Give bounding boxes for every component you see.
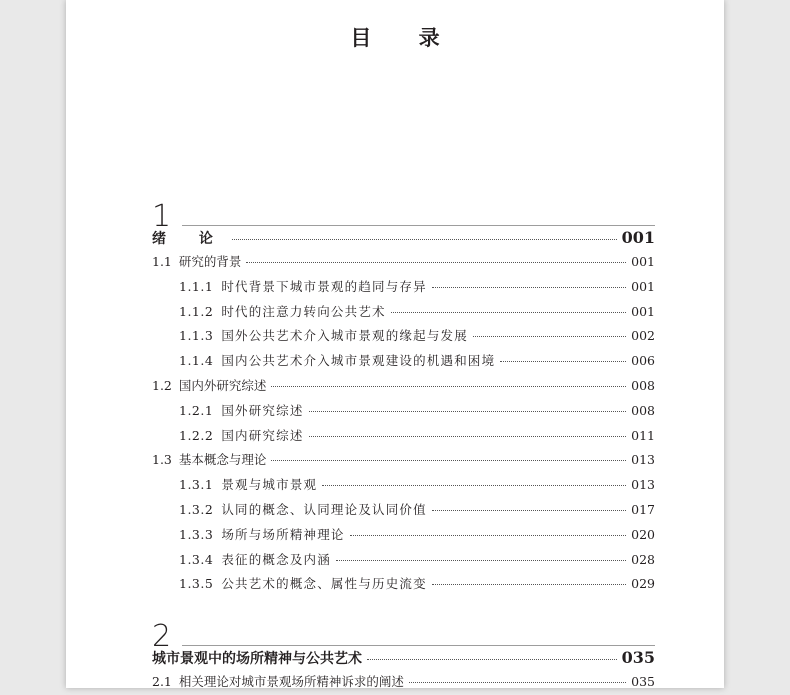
toc-entry[interactable] <box>152 572 655 597</box>
dot-leader <box>336 560 626 561</box>
entry-number: 1.2.2 <box>179 427 214 443</box>
chapter-header <box>152 190 655 234</box>
toc-entry[interactable] <box>152 448 655 473</box>
toc-entry[interactable] <box>152 548 655 573</box>
chapter-header <box>152 610 655 654</box>
entry-title: 研究的背景 <box>178 254 242 269</box>
entry-label <box>152 250 241 275</box>
entry-number: 1.1.2 <box>179 303 214 319</box>
page-number: 011 <box>631 427 655 443</box>
entry-label <box>179 399 304 424</box>
entry-label <box>152 374 266 399</box>
dot-leader <box>432 287 626 288</box>
entry-title: 基本概念与理论 <box>178 452 267 468</box>
toc-entry[interactable] <box>152 399 655 424</box>
document-page <box>66 0 724 688</box>
entry-label <box>179 572 427 597</box>
entry-number: 1.1.1 <box>179 278 214 294</box>
toc-entry[interactable] <box>152 300 655 325</box>
toc-entry[interactable] <box>152 374 655 399</box>
entry-number: 1.1.3 <box>179 328 214 344</box>
page-number: 020 <box>631 526 655 542</box>
entry-title: 国内外研究综述 <box>178 377 267 393</box>
page-number: 017 <box>631 501 655 517</box>
entry-title: 场所与场所精神理论 <box>221 526 345 542</box>
toc-entry[interactable] <box>152 523 655 548</box>
toc-entry[interactable] <box>152 250 655 275</box>
dot-leader <box>322 485 626 486</box>
entry-title: 国外公共艺术介入城市景观的缘起与发展 <box>221 328 468 344</box>
dot-leader <box>309 436 627 437</box>
dot-leader <box>367 659 617 660</box>
entry-number: 1.2.1 <box>179 402 214 418</box>
entry-label <box>152 670 404 695</box>
dot-leader <box>409 682 626 683</box>
entry-label <box>179 424 304 449</box>
toc-entry-chapter[interactable] <box>152 226 655 250</box>
entry-number: 1.3.2 <box>179 501 214 517</box>
dot-leader <box>350 535 627 536</box>
entry-title: 国内研究综述 <box>221 427 304 443</box>
entry-label <box>179 523 345 548</box>
entry-title: 时代的注意力转向公共艺术 <box>221 303 386 319</box>
entry-title: 景观与城市景观 <box>221 477 318 493</box>
toc-entry[interactable] <box>152 349 655 374</box>
dot-leader <box>271 460 626 461</box>
entry-label <box>179 548 331 573</box>
page-number: 013 <box>631 477 655 493</box>
page-number: 035 <box>621 648 655 667</box>
entry-number: 1.3 <box>152 452 172 468</box>
chapter-title: 绪 论 <box>152 231 227 247</box>
page-number: 001 <box>631 303 655 319</box>
dot-leader <box>500 361 626 362</box>
chapter-2 <box>152 610 655 695</box>
dot-leader <box>271 386 626 387</box>
page-number: 008 <box>631 402 655 418</box>
dot-leader <box>391 312 626 313</box>
entry-title: 国外研究综述 <box>221 402 304 418</box>
dot-leader <box>473 336 626 337</box>
chapter-title: 城市景观中的场所精神与公共艺术 <box>152 651 362 667</box>
entry-number: 1.2 <box>152 377 172 393</box>
page-number: 001 <box>631 254 655 269</box>
chapter-number: 1 <box>152 199 172 234</box>
entry-title: 公共艺术的概念、属性与历史流变 <box>221 576 427 592</box>
toc-entry[interactable] <box>152 473 655 498</box>
toc-entry-chapter[interactable] <box>152 646 655 670</box>
entry-title: 时代背景下城市景观的趋同与存异 <box>221 278 427 294</box>
entry-number: 1.3.5 <box>179 576 214 592</box>
chapter-number: 2 <box>152 619 172 654</box>
entry-label <box>152 448 266 473</box>
page-number: 013 <box>631 452 655 468</box>
page-number: 028 <box>631 551 655 567</box>
entry-label <box>179 324 468 349</box>
entry-label <box>179 275 427 300</box>
dot-leader <box>432 510 626 511</box>
entry-title: 认同的概念、认同理论及认同价值 <box>221 501 427 517</box>
entry-title: 表征的概念及内涵 <box>221 551 331 567</box>
entry-number: 2.1 <box>152 674 172 689</box>
toc-entry[interactable] <box>152 498 655 523</box>
entry-label <box>179 300 386 325</box>
entry-number: 1.3.1 <box>179 477 214 493</box>
toc-entry[interactable] <box>152 275 655 300</box>
dot-leader <box>432 584 626 585</box>
toc-entry[interactable] <box>152 324 655 349</box>
entry-number: 1.3.4 <box>179 551 214 567</box>
entry-number: 1.1.4 <box>179 353 214 369</box>
entry-label <box>179 473 317 498</box>
page-number: 008 <box>631 377 655 393</box>
toc-entry[interactable] <box>152 424 655 449</box>
entry-label <box>179 498 427 523</box>
chapter-rule <box>182 225 655 226</box>
page-title: 目 录 <box>350 26 460 50</box>
page-number: 001 <box>631 278 655 294</box>
page-number: 006 <box>631 353 655 369</box>
page-number: 035 <box>631 674 655 689</box>
chapter-1 <box>152 190 655 597</box>
page-number: 001 <box>621 228 655 247</box>
chapter-rule <box>182 645 655 646</box>
entry-number: 1.3.3 <box>179 526 214 542</box>
entry-number: 1.1 <box>152 254 172 269</box>
entry-title: 相关理论对城市景观场所精神诉求的阐述 <box>178 674 404 689</box>
entry-label <box>179 349 495 374</box>
page-number: 002 <box>631 328 655 344</box>
toc-entry[interactable] <box>152 670 655 695</box>
dot-leader <box>232 239 617 240</box>
dot-leader <box>309 411 627 412</box>
dot-leader <box>246 262 626 263</box>
entry-title: 国内公共艺术介入城市景观建设的机遇和困境 <box>221 353 496 369</box>
page-number: 029 <box>631 576 655 592</box>
